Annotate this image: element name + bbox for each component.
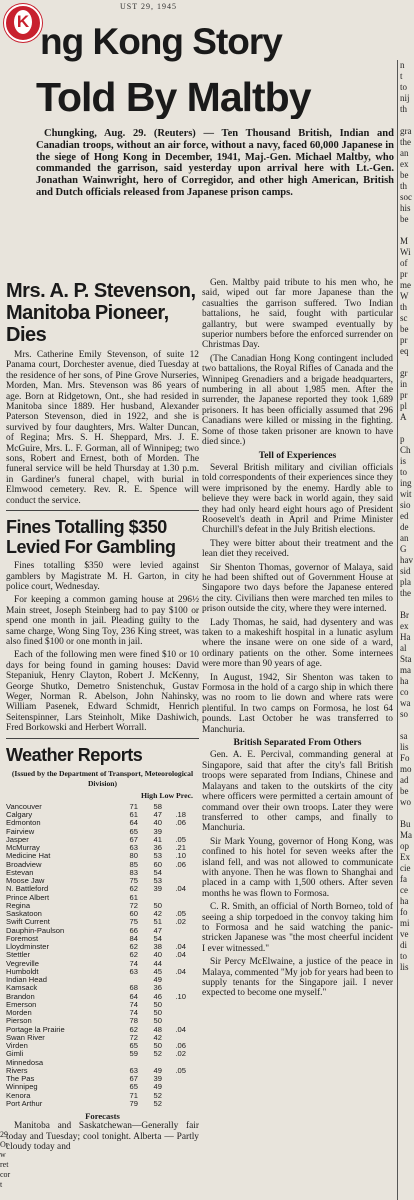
fragment-text: be [400,324,409,334]
fragment-text: wit [400,489,412,499]
weather-city: Calgary [6,810,33,820]
weather-low: 52 [153,1090,162,1100]
fragment-text: ad [400,775,409,785]
weather-prec [162,894,186,902]
weather-prec: .06 [175,818,186,828]
fragment-text: A [400,412,407,422]
weather-low: 58 [153,801,162,811]
fragment-text: Ha [400,632,411,642]
story-paragraph: They were bitter about their treatment and the lean diet they received. [202,538,393,560]
weather-low: 47 [153,810,162,820]
weather-high: 63 [129,1065,138,1075]
fragment-text: Bu [400,819,411,829]
weather-headline: Weather Reports [6,744,143,765]
forecast-heading: Forecasts [85,1111,120,1122]
weather-city: Pierson [6,1016,32,1026]
fragment-text: of [400,258,408,268]
fragment-text: pr [400,335,408,345]
weather-high: 61 [129,810,138,820]
story-paragraph: Sir Shenton Thomas, governor of Malaya, said he had been shifted out of Government House at Singapore two days before the Japanese entered the city. Civilians then were marched ten miles to prison outside the city, where they were interned. [202,562,393,615]
weather-low: 48 [153,1024,162,1034]
headline-line-2: Told By Maltby [36,75,311,119]
weather-prec: .10 [175,991,186,1001]
story-paragraph: Several British military and civilian officials told correspondents of their experiences since they were imprisoned by the enemy. Hardly able to believe they were back in world again, they said they had only heard eight hours ago of President Roosevelt's death in April and Prime Minister Churchill's defeat in the July British elections. [202,462,393,536]
weather-low: 41 [153,834,162,844]
fragment-text: sa [400,731,408,741]
fines-headline: Fines Totalling $350 Levied For Gambling [6,517,176,558]
fragment-text: di [400,940,408,950]
weather-city: Rivers [6,1065,28,1075]
weather-high: 66 [129,925,138,935]
weather-low: 50 [153,1016,162,1026]
fragment-text: 29 [0,1130,8,1139]
weather-city: Swan River [6,1032,45,1042]
fragment-text: lis [400,742,409,752]
weather-city: Estevan [6,867,34,877]
weather-city: Vegreville [6,958,39,968]
fragment-text: ve [400,929,409,939]
fragment-text: Or [0,1140,9,1149]
fragment-text: th [400,104,408,114]
story-paragraph: C. R. Smith, an official of North Borneo, told of seeing a ship torpedoed in the convoy taking him to Formosa and he said watching the panic-stricken Japanese was "the most cheerful incident I ever witnessed." [202,902,393,954]
fragment-text: mo [400,764,412,774]
forecast-text: Manitoba and Saskatchewan—Generally fair today and Tuesday; cool tonight. Alberta — Partly cloudy today and [6,1121,199,1153]
fragment-text [400,357,414,368]
weather-prec: .04 [175,950,186,960]
fragment-text: me [400,280,411,290]
weather-prec [162,927,186,935]
fragment-text: the [400,588,411,598]
fragment-text: be [400,170,409,180]
weather-city: Fairview [6,826,35,836]
weather-table [6,803,186,1108]
weather-high: 60 [129,909,138,919]
weather-low: 49 [153,975,162,985]
weather-city: Prince Albert [6,892,50,902]
fragment-text: fo [400,907,408,917]
weather-city: McMurray [6,843,40,853]
weather-high: 63 [129,843,138,853]
weather-high: 71 [129,801,138,811]
fragment-text [400,423,414,434]
fragment-text: Fo [400,753,410,763]
fragment-text: M [400,236,409,246]
headline-line-1: ng Kong Story [40,22,282,62]
weather-city: Foremost [6,933,39,943]
weather-low: 50 [153,999,162,1009]
weather-high: 62 [129,942,138,952]
fragment-text: op [400,841,409,851]
fragment-text [400,720,414,731]
weather-prec [162,976,186,984]
weather-high: 64 [129,818,138,828]
weather-low: 50 [153,1008,162,1018]
weather-city: Saskatoon [6,909,42,919]
weather-city: Humboldt [6,966,39,976]
weather-low: 50 [153,1041,162,1051]
weather-low: 36 [153,983,162,993]
fragment-text: G [400,544,407,554]
dateline: UST 29, 1945 [120,2,177,11]
weather-low: 45 [153,966,162,976]
story-subhead: Tell of Experiences [258,449,337,461]
fines-paragraph: Fines totalling $350 were levied against gamblers by Magistrate M. H. Garton, in city police court, Wednesday. [6,561,199,592]
weather-city: Portage la Prairie [6,1024,65,1034]
weather-city: Medicine Hat [6,851,51,861]
weather-prec: .02 [175,1049,186,1059]
story-paragraph: Gen. A. E. Percival, commanding general at Singapore, said that after the city's fall British troops were separated from Indians, Chinese and Malayans and taken to the outskirts of the city where officers were permitted a certain amount of command over their own troops. Later they were transferred to other camps, and finally to Manchuria. [202,750,393,834]
fragment-text: al [400,643,407,653]
weather-prec [162,1075,186,1083]
fragment-text: gr [400,368,408,378]
weather-city: Minnedosa [6,1057,44,1067]
stevenson-headline: Mrs. A. P. Stevenson, Manitoba Pioneer, Dies [6,280,196,346]
divider [6,510,199,511]
fragment-text: pl [400,401,408,411]
story-paragraph: Gen. Maltby paid tribute to his men who, he said, wiped out far more Japanese than the casualties the garrison suffered. Two Indian battalions, he said, fought with particular gallantry, but were swamped eventually by superior numbers before the enforced surrender on Christmas Day. [202,278,393,351]
fragment-text [400,115,414,126]
logo-letter: K [14,10,32,34]
weather-low: 60 [153,859,162,869]
fragment-text: hav [400,555,413,565]
weather-prec [162,1092,186,1100]
fragment-text: his [400,203,411,213]
weather-high: 85 [129,859,138,869]
weather-city: Dauphin-Paulson [6,925,65,935]
k-logo-icon [4,4,42,42]
fragment-text: nij [400,93,410,103]
weather-low: 42 [153,909,162,919]
weather-low: 40 [153,818,162,828]
weather-high: 80 [129,851,138,861]
weather-city: Regina [6,900,31,910]
fragment-text: ma [400,665,411,675]
weather-city: Edmonton [6,818,41,828]
fragment-text: to [400,467,408,477]
fragment-text: be [400,214,409,224]
weather-city: Kenora [6,1090,31,1100]
fragment-text: soc [400,192,412,202]
fragment-text: sid [400,566,411,576]
fragment-text: th [400,181,408,191]
weather-high: 62 [129,1024,138,1034]
weather-low: 54 [153,867,162,877]
weather-high: 67 [129,834,138,844]
weather-city: Stettler [6,950,31,960]
weather-high: 59 [129,1049,138,1059]
fines-paragraph: Each of the following men were fined $10 or 10 days for being found in gaming houses: David Stepaniuk, Henry Clayton, Robert J. McKenny, George Shutko, Demetro Snistenchuk, Gustav Weger, Norman R. Abelson, John Nahinsky, William Pasenek, Edward Schmidt, Henrich Seitenspinner, Lars Steinholt, Mike Dashiwich, Fred Borkowski and Herbert Worrall. [6,650,199,734]
weather-prec: .04 [175,884,186,894]
fragment-text: w [0,1150,6,1159]
fragment-text: W [400,291,409,301]
weather-city: The Pas [6,1074,35,1084]
lead-paragraph: Chungking, Aug. 29. (Reuters) — Ten Thousand British, Indian and Canadian troops, without an air force, without a navy, faced 60,000 Japanese in the siege of Hong Kong in December, 1941, Maj.-Gen. Michael Maltby, who commanded the garrison, said yesterday upon arrival here with Lt.-Gen. Jonathan Wainwright, hero of Corregidor, and other high American, British and Dutch officials released from Japanese prison camps. [36,128,394,198]
fragment-text: ing [400,478,412,488]
weather-low: 40 [153,950,162,960]
weather-city: Broadview [6,859,42,869]
weather-low: 46 [153,991,162,1001]
fragment-text: ha [400,676,409,686]
weather-high: 78 [129,1016,138,1026]
weather-prec [162,869,186,877]
weather-high: 64 [129,991,138,1001]
weather-low: 38 [153,942,162,952]
fragment-text: an [400,148,409,158]
fragment-text: ex [400,159,409,169]
weather-low: 50 [153,900,162,910]
weather-prec [162,1083,186,1091]
weather-low: 53 [153,851,162,861]
weather-prec: .02 [175,917,186,927]
weather-high: 75 [129,917,138,927]
fragment-text: th [400,302,408,312]
fragment-text: n [400,60,405,70]
fragment-text: gra [400,126,412,136]
weather-low: 39 [153,826,162,836]
weather-city: Moose Jaw [6,876,45,886]
story-paragraph: Sir Mark Young, governor of Hong Kong, was confined to his hotel for seven weeks after the island fell, and was not allowed to communicate with anyone. Then he was flown to Shanghai and placed in a camp with 1,500 others. After seven months he was flown to Formosa. [202,836,393,899]
weather-high: 72 [129,900,138,910]
weather-prec [162,1001,186,1009]
weather-high: 74 [129,999,138,1009]
weather-high: 72 [129,1032,138,1042]
fragment-text: sio [400,500,411,510]
fragment-text: ret [0,1160,9,1169]
weather-high: 68 [129,983,138,993]
fragment-text: so [400,709,409,719]
left-column [6,278,199,1156]
weather-prec [162,1100,186,1108]
weather-city: Jasper [6,834,29,844]
story-paragraph: Sir Percy McElwaine, a justice of the peace in Malaya, commented "My job for years had been to supply tenants for the Singapore jail. I never expected to become one myself." [202,957,394,999]
fragment-text: pr [400,390,408,400]
weather-city: N. Battleford [6,884,49,894]
weather-city: Port Arthur [6,1098,43,1108]
fragment-text: pr [400,269,408,279]
fragment-text: to [400,82,408,92]
fragment-text: wa [400,698,411,708]
divider [6,738,199,739]
fragment-text: fa [400,874,407,884]
weather-low: 49 [153,1082,162,1092]
weather-prec: .05 [175,909,186,919]
weather-low: 53 [153,876,162,886]
fragment-text: lis [400,962,409,972]
weather-prec: .04 [175,966,186,976]
fragment-text: de [400,522,409,532]
weather-high: 83 [129,867,138,877]
weather-city: Winnipeg [6,1082,38,1092]
weather-table-header: High Low Prec. [140,791,193,801]
weather-high: 62 [129,950,138,960]
weather-city: Morden [6,1008,32,1018]
weather-low: 49 [153,1065,162,1075]
fragment-text: an [400,533,409,543]
weather-low: 39 [153,1074,162,1084]
weather-low: 44 [153,958,162,968]
fragment-text: pla [400,577,411,587]
weather-low: 39 [153,884,162,894]
fragment-text: ex [400,621,409,631]
fragment-text: the [400,137,411,147]
weather-city: Vancouver [6,801,42,811]
stevenson-body: Mrs. Catherine Emily Stevenson, of suite 12 Panama court, Dorchester avenue, died Tuesday at the residence of her sons, of Pine Grove Nurseries, Morden, Man. Mrs. Stevenson was 86 years of age. Born at Ridgetown, Ont., she had resided in Manitoba since 1889. Her husband, Alexander Paterson Stevenson, died in 1922, and she is survived by four daughters, Mrs. Walter Duncan, of Regina; Mrs. S. H. Sheppard, Mrs. J. E. McGuire, Mrs. L. F. Gorman, all of Winnipeg; two sons, Robert and Ernest, both of Morden. The funeral service will be held Thursday at 1.30 p.m. in Gardiner's funeral chapel, with burial in Elmwood cemetery. Rev. R. E. Spence will conduct the service. [6,350,199,506]
weather-prec [162,1009,186,1017]
weather-prec: .06 [175,859,186,869]
fines-paragraph: For keeping a common gaming house at 296½ Main street, Joseph Steinberg had to pay $100 or spend one month in jail. Pleading guilty to the same charge, Wong Sing Toy, 236 King street, was also fined $100 or one month in jail. [6,595,199,647]
weather-low: 54 [153,933,162,943]
weather-prec: .04 [175,1024,186,1034]
story-paragraph: Lady Thomas, he said, had dysentery and was taken to a makeshift hospital in a lunatic asylum where the insane were on one side of a ward, ordinary patients on the other. Some internees were more than 90 years of age. [202,617,393,670]
weather-city: Lloydminster [6,942,50,952]
weather-high: 61 [129,892,138,902]
weather-low: 47 [153,925,162,935]
weather-city: Emerson [6,999,37,1009]
weather-city: Kamsack [6,983,38,993]
fragment-text: is [400,456,407,466]
fragment-text [400,808,414,819]
fragment-text: mi [400,918,410,928]
weather-prec: .05 [175,1065,186,1075]
fragment-text: p [400,434,405,444]
fragment-text: Sta [400,654,412,664]
fragment-text: cor [0,1170,11,1179]
fragment-text: t [400,71,403,81]
story-paragraph: In August, 1942, Sir Shenton was taken to Formosa in the hold of a cargo ship in which there was no room to lie down and where rats were plentiful. In two camps on Formosa, he lost 64 pounds. Last October he was transferred to Manchuria. [202,672,393,735]
weather-high: 62 [129,884,138,894]
weather-prec: .06 [175,1041,186,1051]
weather-high: 75 [129,876,138,886]
fragment-text: Ex [400,852,410,862]
weather-low: 36 [153,843,162,853]
weather-city: Swift Current [6,917,50,927]
fragment-text: Ma [400,830,412,840]
fragment-text: eq [400,346,409,356]
story-subhead: British Separated From Others [233,737,362,749]
fragment-text: cie [400,863,411,873]
weather-high: 65 [129,826,138,836]
fragment-text: to [400,951,408,961]
fragment-text [400,599,414,610]
fragment-text: ha [400,896,409,906]
weather-high: 71 [129,1090,138,1100]
weather-row [6,1100,186,1108]
weather-high: 74 [129,1008,138,1018]
weather-low: 51 [153,917,162,927]
fragment-text: be [400,786,409,796]
weather-city: Brandon [6,991,35,1001]
fragment-text: co [400,687,409,697]
weather-high: 84 [129,933,138,943]
weather-high: 63 [129,966,138,976]
weather-prec: .05 [175,834,186,844]
weather-prec: .10 [175,851,186,861]
weather-city: Gimli [6,1049,24,1059]
fragment-text: ed [400,511,409,521]
weather-low: 52 [153,1098,162,1108]
story-paragraph: (The Canadian Hong Kong contingent included two battalions, the Royal Rifles of Canada and the Winnipeg Grenadiers and a brigade headquarters, numbering in all about 1,985 men. After the surrender, the Japanese reported they took 1,689 prisoners. It has been officially assumed that 296 Canadians were killed or missing in the fighting. Some of those taken prisoner are known to have died since.) [202,353,393,448]
middle-column [202,278,393,1002]
weather-prec: .21 [175,843,186,853]
weather-city: Indian Head [6,975,47,985]
fragment-text [400,225,414,236]
weather-low: 52 [153,1049,162,1059]
left-edge-fragment [0,1130,12,1190]
weather-high: 74 [129,958,138,968]
fragment-text: sc [400,313,408,323]
fragment-text: wo [400,797,411,807]
weather-high: 79 [129,1098,138,1108]
weather-city: Virden [6,1041,28,1051]
weather-note: (Issued by the Department of Transport, Meteorological Division) [11,768,194,788]
fragment-text: Br [400,610,409,620]
weather-prec: .18 [175,810,186,820]
adjacent-column-fragment [397,60,414,1200]
weather-prec: .04 [175,942,186,952]
fragment-text: Ch [400,445,411,455]
fragment-text: Wi [400,247,411,257]
weather-low: 42 [153,1032,162,1042]
fragment-text: in [400,379,408,389]
fragment-text: t [0,1180,3,1189]
weather-high: 65 [129,1082,138,1092]
weather-high: 67 [129,1074,138,1084]
weather-high: 65 [129,1041,138,1051]
fragment-text: ce [400,885,408,895]
